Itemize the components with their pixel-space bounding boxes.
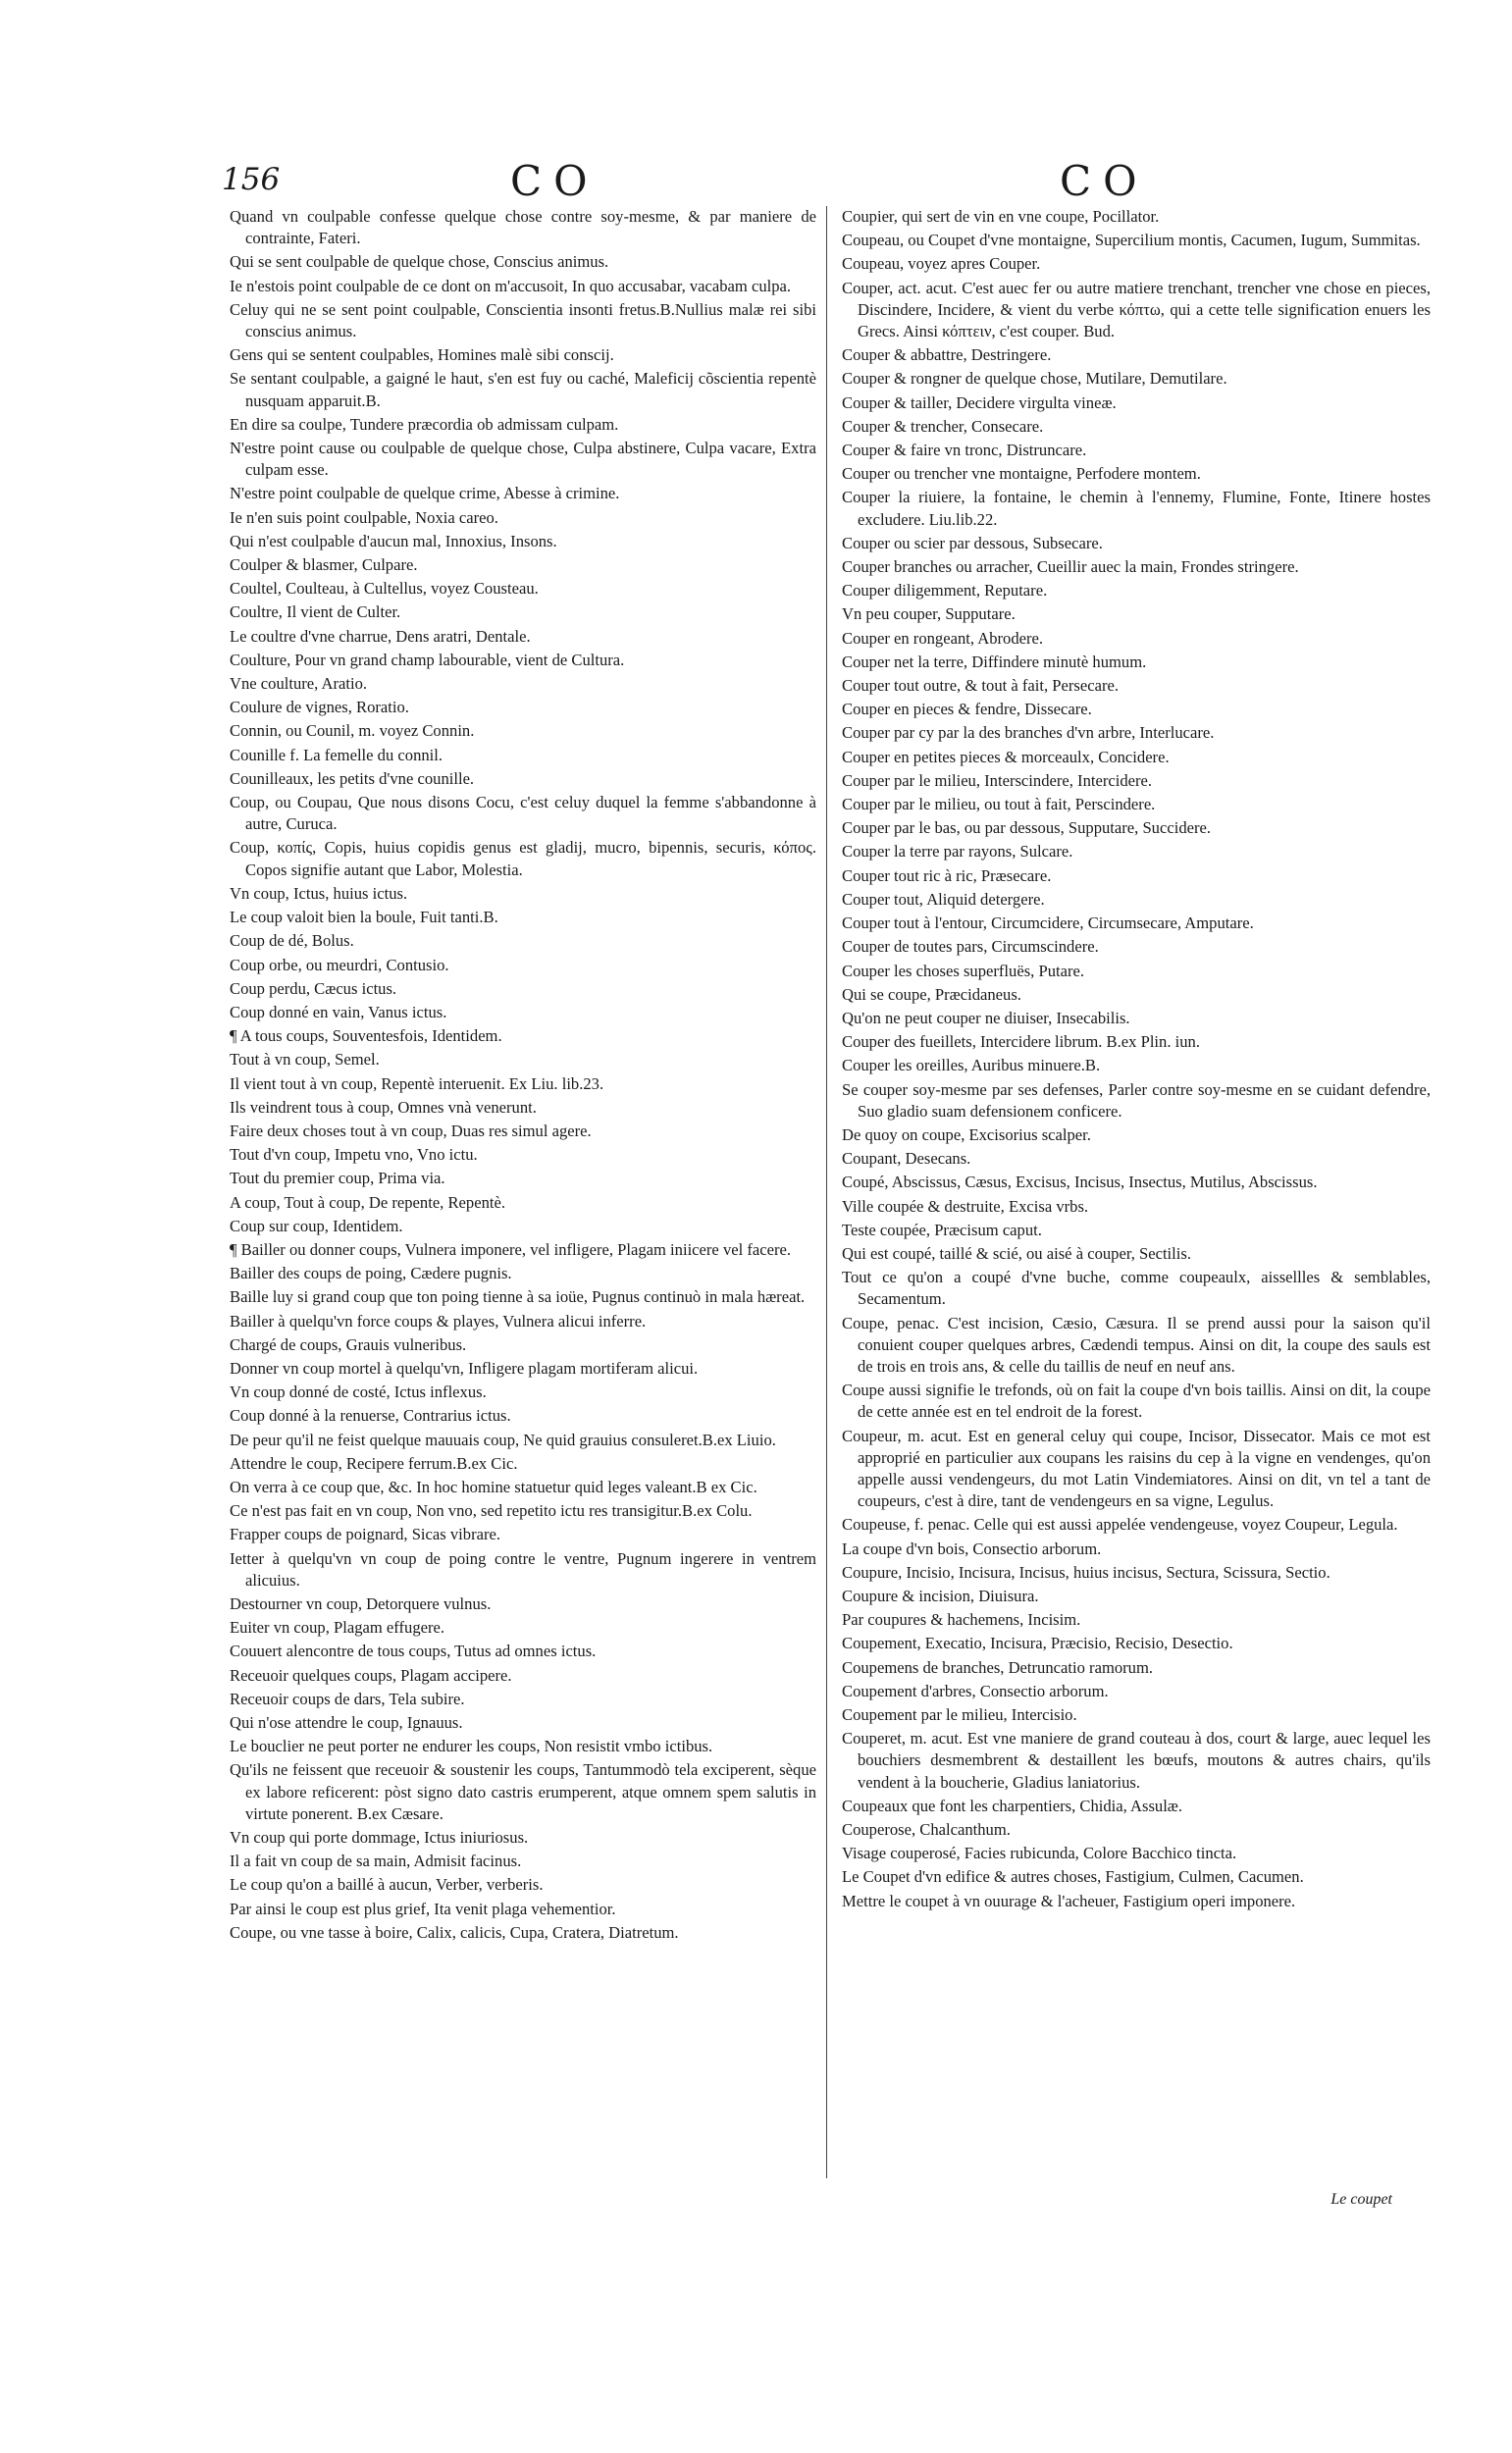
dictionary-entry: Coulper & blasmer, Culpare. xyxy=(230,555,418,575)
dictionary-entry: Qui est coupé, taillé & scié, ou aisé à couper, Sectilis. xyxy=(842,1243,1191,1263)
dictionary-entry: N'estre point cause ou coulpable de quelque chose, Culpa abstinere, Culpa vacare, Extra culpam esse. xyxy=(230,439,816,480)
dictionary-entry: Teste coupée, Præcisum caput. xyxy=(842,1220,1042,1239)
dictionary-entry: De quoy on coupe, Excisorius scalper. xyxy=(842,1124,1091,1144)
dictionary-entry: Frapper coups de poignard, Sicas vibrare. xyxy=(230,1525,501,1544)
dictionary-entry: Couper & rongner de quelque chose, Mutilare, Demutilare. xyxy=(842,369,1227,389)
dictionary-entry: Couper & trencher, Consecare. xyxy=(842,416,1044,436)
dictionary-entry: Coup donné à la renuerse, Contrarius ictus. xyxy=(230,1406,511,1426)
dictionary-entry: La coupe d'vn bois, Consectio arborum. xyxy=(842,1539,1102,1558)
left-column xyxy=(230,206,816,1946)
dictionary-entry: Couper ou scier par dessous, Subsecare. xyxy=(842,533,1103,552)
dictionary-entry: Celuy qui ne se sent point coulpable, Conscientia insonti fretus.B.Nullius malæ rei sibi conscius animus. xyxy=(230,299,816,341)
dictionary-entry: Coup, ou Coupau, Que nous disons Cocu, c'est celuy duquel la femme s'abbandonne à autre, Curuca. xyxy=(230,793,816,834)
dictionary-entry: Tout d'vn coup, Impetu vno, Vno ictu. xyxy=(230,1145,478,1165)
dictionary-entry: De peur qu'il ne feist quelque mauuais coup, Ne quid grauius consuleret.B.ex Liuio. xyxy=(230,1430,776,1449)
running-head-right: CO xyxy=(1060,157,1149,205)
dictionary-entry: Coup orbe, ou meurdri, Contusio. xyxy=(230,955,449,974)
dictionary-entry: Tout ce qu'on a coupé d'vne buche, comme coupeaulx, aissellles & semblables, Secamentum. xyxy=(842,1268,1431,1309)
dictionary-entry: Mettre le coupet à vn ouurage & l'acheuer, Fastigium operi imponere. xyxy=(842,1891,1296,1910)
dictionary-entry: Coultel, Coulteau, à Cultellus, voyez Cousteau. xyxy=(230,579,539,599)
dictionary-entry: Receuoir quelques coups, Plagam accipere. xyxy=(230,1665,512,1685)
dictionary-entry: Couper tout outre, & tout à fait, Persecare. xyxy=(842,676,1120,696)
dictionary-entry: Ce n'est pas fait en vn coup, Non vno, sed repetito ictu res transigitur.B.ex Colu. xyxy=(230,1501,753,1521)
dictionary-entry: Vn coup donné de costé, Ictus inflexus. xyxy=(230,1383,487,1402)
dictionary-entry: Couper la terre par rayons, Sulcare. xyxy=(842,842,1073,861)
dictionary-entry: Baille luy si grand coup que ton poing tienne à sa ioüe, Pugnus continuò in mala hæreat. xyxy=(230,1287,806,1307)
dictionary-entry: Couper en petites pieces & morceaulx, Concidere. xyxy=(842,747,1170,766)
dictionary-entry: Visage couperosé, Facies rubicunda, Colore Bacchico tincta. xyxy=(842,1844,1237,1863)
dictionary-entry: Qui n'ose attendre le coup, Ignauus. xyxy=(230,1713,463,1732)
dictionary-entry: Couper par cy par la des branches d'vn arbre, Interlucare. xyxy=(842,723,1215,743)
dictionary-entry: Vn coup qui porte dommage, Ictus iniuriosus. xyxy=(230,1828,529,1848)
dictionary-entry: Quand vn coulpable confesse quelque chose contre soy-mesme, & par maniere de contrainte, Fateri. xyxy=(230,207,816,248)
dictionary-entry: Coupeau, voyez apres Couper. xyxy=(842,254,1041,274)
dictionary-entry: Destourner vn coup, Detorquere vulnus. xyxy=(230,1593,492,1613)
dictionary-entry: Couper tout ric à ric, Præsecare. xyxy=(842,865,1052,885)
dictionary-entry: Couper net la terre, Diffindere minutè humum. xyxy=(842,652,1147,671)
dictionary-entry: Coupeur, m. acut. Est en general celuy qui coupe, Incisor, Dissecator. Mais ce mot est approprié en particulier aux coupans les raisins du cep à la vigne en vendenges, qu'on appelle aussi vendengeurs, du mot Latin Vindemiatores. Ainsi on dit, vn tel a tant de coupeurs, c'est à dire, tant de vendengeurs en sa vigne, Legulus. xyxy=(842,1426,1431,1511)
dictionary-entry: Vn peu couper, Supputare. xyxy=(842,604,1016,624)
dictionary-entry: Coulure de vignes, Roratio. xyxy=(230,698,409,717)
dictionary-entry: Qui n'est coulpable d'aucun mal, Innoxius, Insons. xyxy=(230,531,557,550)
dictionary-entry: Coupe, ou vne tasse à boire, Calix, calicis, Cupa, Cratera, Diatretum. xyxy=(230,1922,679,1942)
dictionary-entry: Coupement par le milieu, Intercisio. xyxy=(842,1705,1077,1724)
dictionary-entry: Couper la riuiere, la fontaine, le chemin à l'ennemy, Flumine, Fonte, Itinere hostes excludere. Liu.lib.22. xyxy=(842,488,1431,529)
dictionary-entry: Connin, ou Counil, m. voyez Connin. xyxy=(230,721,475,741)
catchword: Le coupet xyxy=(1330,2191,1392,2208)
dictionary-entry: Couperet, m. acut. Est vne maniere de grand couteau à dos, court & large, auec lequel les bouchiers desmembrent & destaillent les bœufs, moutons & autres chairs, qu'ils vendent à la boucherie, Gladius laniatorius. xyxy=(842,1729,1431,1792)
dictionary-entry: Coup sur coup, Identidem. xyxy=(230,1216,403,1235)
dictionary-entry: Coupier, qui sert de vin en vne coupe, Pocillator. xyxy=(842,207,1160,226)
dictionary-entry: Bailler à quelqu'vn force coups & playes, Vulnera alicui inferre. xyxy=(230,1311,647,1331)
dictionary-entry: Couper ou trencher vne montaigne, Perfodere montem. xyxy=(842,464,1201,484)
page-number: 156 xyxy=(222,162,281,197)
dictionary-entry: Coup de dé, Bolus. xyxy=(230,931,354,951)
dictionary-entry: Couper tout à l'entour, Circumcidere, Circumsecare, Amputare. xyxy=(842,913,1254,933)
dictionary-entry: Couper, act. acut. C'est auec fer ou autre matiere trenchant, trencher vne chose en pieces, Discindere, Incidere, & vient du verbe κόπτω, qui a cette telle signification enuers les Grecs. Ainsi κόπτειν, c'est couper. Bud. xyxy=(842,278,1431,341)
dictionary-entry: Euiter vn coup, Plagam effugere. xyxy=(230,1618,445,1638)
dictionary-entry: Le bouclier ne peut porter ne endurer les coups, Non resistit vmbo ictibus. xyxy=(230,1737,713,1756)
dictionary-entry: Couperose, Chalcanthum. xyxy=(842,1820,1011,1840)
dictionary-entry: Tout à vn coup, Semel. xyxy=(230,1050,380,1070)
dictionary-entry: ¶ Bailler ou donner coups, Vulnera imponere, vel infligere, Plagam iniicere vel facere. xyxy=(230,1239,792,1259)
dictionary-entry: Ietter à quelqu'vn vn coup de poing contre le ventre, Pugnum ingerere in ventrem alicuius. xyxy=(230,1548,816,1590)
dictionary-entry: Se sentant coulpable, a gaigné le haut, s'en est fuy ou caché, Maleficij cõscientia repentè nusquam apparuit.B. xyxy=(230,369,816,410)
right-column xyxy=(842,206,1431,1914)
dictionary-entry: Il vient tout à vn coup, Repentè interuenit. Ex Liu. lib.23. xyxy=(230,1073,604,1093)
dictionary-entry: Bailler des coups de poing, Cædere pugnis. xyxy=(230,1264,512,1283)
dictionary-entry: Coupement, Execatio, Incisura, Præcisio, Recisio, Desectio. xyxy=(842,1634,1233,1653)
dictionary-entry: ¶ A tous coups, Souventesfois, Identidem. xyxy=(230,1026,502,1046)
dictionary-entry: Couuert alencontre de tous coups, Tutus ad omnes ictus. xyxy=(230,1642,597,1661)
dictionary-entry: Couper diligemment, Reputare. xyxy=(842,581,1048,600)
dictionary-entry: Vne coulture, Aratio. xyxy=(230,674,368,694)
dictionary-entry: Faire deux choses tout à vn coup, Duas res simul agere. xyxy=(230,1121,592,1140)
dictionary-entry: Coupant, Desecans. xyxy=(842,1149,971,1169)
dictionary-entry: Coupure & incision, Diuisura. xyxy=(842,1586,1039,1605)
dictionary-entry: Couper & abbattre, Destringere. xyxy=(842,345,1052,365)
running-head-left: CO xyxy=(510,157,600,205)
dictionary-entry: Couper les choses superfluës, Putare. xyxy=(842,961,1085,980)
dictionary-entry: Couper de toutes pars, Circumscindere. xyxy=(842,937,1099,957)
dictionary-entry: Coup perdu, Cæcus ictus. xyxy=(230,978,397,998)
dictionary-entry: Coupeuse, f. penac. Celle qui est aussi appelée vendengeuse, voyez Coupeur, Legula. xyxy=(842,1515,1398,1535)
dictionary-entry: Coupé, Abscissus, Cæsus, Excisus, Incisus, Insectus, Mutilus, Abscissus. xyxy=(842,1173,1318,1192)
dictionary-entry: Coupeau, ou Coupet d'vne montaigne, Supercilium montis, Cacumen, Iugum, Summitas. xyxy=(842,231,1421,250)
dictionary-entry: Attendre le coup, Recipere ferrum.B.ex Cic. xyxy=(230,1453,518,1473)
dictionary-entry: Couper branches ou arracher, Cueillir auec la main, Frondes stringere. xyxy=(842,557,1299,577)
dictionary-entry: Chargé de coups, Grauis vulneribus. xyxy=(230,1334,467,1354)
dictionary-entry: Qu'on ne peut couper ne diuiser, Insecabilis. xyxy=(842,1008,1130,1027)
dictionary-entry: Par ainsi le coup est plus grief, Ita venit plaga vehementior. xyxy=(230,1899,616,1918)
dictionary-entry: Vn coup, Ictus, huius ictus. xyxy=(230,883,408,903)
dictionary-entry: A coup, Tout à coup, De repente, Repentè. xyxy=(230,1192,505,1212)
dictionary-entry: Coupemens de branches, Detruncatio ramorum. xyxy=(842,1657,1154,1677)
dictionary-entry: Coupement d'arbres, Consectio arborum. xyxy=(842,1681,1109,1700)
dictionary-entry: Gens qui se sentent coulpables, Homines malè sibi conscij. xyxy=(230,345,614,365)
dictionary-entry: Couper en pieces & fendre, Dissecare. xyxy=(842,700,1092,719)
dictionary-entry: On verra à ce coup que, &c. In hoc homine statuetur quid leges valeant.B ex Cic. xyxy=(230,1477,757,1496)
dictionary-entry: Couper les oreilles, Auribus minuere.B. xyxy=(842,1056,1101,1075)
dictionary-entry: En dire sa coulpe, Tundere præcordia ob admissam culpam. xyxy=(230,414,619,434)
dictionary-entry: Ie n'en suis point coulpable, Noxia careo. xyxy=(230,507,498,527)
dictionary-entry: Couper des fueillets, Intercidere librum. B.ex Plin. iun. xyxy=(842,1032,1200,1052)
dictionary-entry: Coupeaux que font les charpentiers, Chidia, Assulæ. xyxy=(842,1796,1183,1815)
dictionary-entry: Counille f. La femelle du connil. xyxy=(230,745,443,764)
dictionary-entry: N'estre point coulpable de quelque crime, Abesse à crimine. xyxy=(230,484,620,503)
dictionary-entry: Couper & faire vn tronc, Distruncare. xyxy=(842,441,1087,460)
dictionary-entry: Couper tout, Aliquid detergere. xyxy=(842,889,1045,909)
dictionary-entry: Couper en rongeant, Abrodere. xyxy=(842,628,1044,648)
dictionary-entry: Donner vn coup mortel à quelqu'vn, Infligere plagam mortiferam alicui. xyxy=(230,1358,699,1378)
dictionary-entry: Couper par le milieu, ou tout à fait, Perscindere. xyxy=(842,795,1156,814)
dictionary-entry: Coupe aussi signifie le trefonds, où on fait la coupe d'vn bois taillis. Ainsi on dit, la coupe de cette année est en tel endroit de la forest. xyxy=(842,1381,1431,1422)
dictionary-entry: Couper par le bas, ou par dessous, Supputare, Succidere. xyxy=(842,818,1212,838)
dictionary-entry: Coupure, Incisio, Incisura, Incisus, huius incisus, Sectura, Scissura, Sectio. xyxy=(842,1562,1330,1582)
dictionary-entry: Tout du premier coup, Prima via. xyxy=(230,1169,445,1188)
dictionary-entry: Coultre, Il vient de Culter. xyxy=(230,602,401,622)
dictionary-entry: Par coupures & hachemens, Incisim. xyxy=(842,1610,1081,1630)
column-divider xyxy=(826,206,827,2178)
dictionary-entry: Couper par le milieu, Interscindere, Intercidere. xyxy=(842,770,1153,790)
dictionary-entry: Receuoir coups de dars, Tela subire. xyxy=(230,1689,465,1708)
dictionary-entry: Counilleaux, les petits d'vne counille. xyxy=(230,768,475,788)
dictionary-entry: Le coup qu'on a baillé à aucun, Verber, verberis. xyxy=(230,1875,544,1895)
dictionary-entry: Coulture, Pour vn grand champ labourable, vient de Cultura. xyxy=(230,650,625,669)
dictionary-entry: Le Coupet d'vn edifice & autres choses, Fastigium, Culmen, Cacumen. xyxy=(842,1867,1304,1887)
dictionary-entry: Le coup valoit bien la boule, Fuit tanti.B. xyxy=(230,908,498,927)
dictionary-entry: Il a fait vn coup de sa main, Admisit facinus. xyxy=(230,1852,522,1871)
dictionary-entry: Le coultre d'vne charrue, Dens aratri, Dentale. xyxy=(230,626,531,646)
dictionary-entry: Couper & tailler, Decidere virgulta vineæ. xyxy=(842,392,1117,412)
dictionary-entry: Ie n'estois point coulpable de ce dont on m'accusoit, In quo accusabar, vacabam culpa. xyxy=(230,276,792,295)
dictionary-entry: Qu'ils ne feissent que receuoir & soustenir les coups, Tantummodò tela exciperent, sèque ex labore reficerent: pòst signo dato castris erumperent, atque omnem spem salutis in virtute ponerent. B.ex Cæsare. xyxy=(230,1760,816,1823)
dictionary-entry: Qui se sent coulpable de quelque chose, Conscius animus. xyxy=(230,252,609,272)
dictionary-entry: Coupe, penac. C'est incision, Cæsio, Cæsura. Il se prend aussi pour la saison qu'il conuient couper quelques arbres, Cædendi tempus. Ainsi on dit, la coupe des sauls est de trois en trois ans, & celle du taillis de neuf en neuf ans. xyxy=(842,1313,1431,1376)
dictionary-entry: Qui se coupe, Præcidaneus. xyxy=(842,984,1021,1004)
dictionary-entry: Ville coupée & destruite, Excisa vrbs. xyxy=(842,1196,1089,1216)
dictionary-entry: Ils veindrent tous à coup, Omnes vnà venerunt. xyxy=(230,1097,537,1117)
dictionary-entry: Coup, κοπίς, Copis, huius copidis genus est gladij, mucro, bipennis, securis, κόπος. Copos signifie autant que Labor, Molestia. xyxy=(230,838,816,879)
dictionary-entry: Se couper soy-mesme par ses defenses, Parler contre soy-mesme en se cuidant defendre, Suo gladio suam defensionem conficere. xyxy=(842,1079,1431,1121)
dictionary-entry: Coup donné en vain, Vanus ictus. xyxy=(230,1002,447,1021)
